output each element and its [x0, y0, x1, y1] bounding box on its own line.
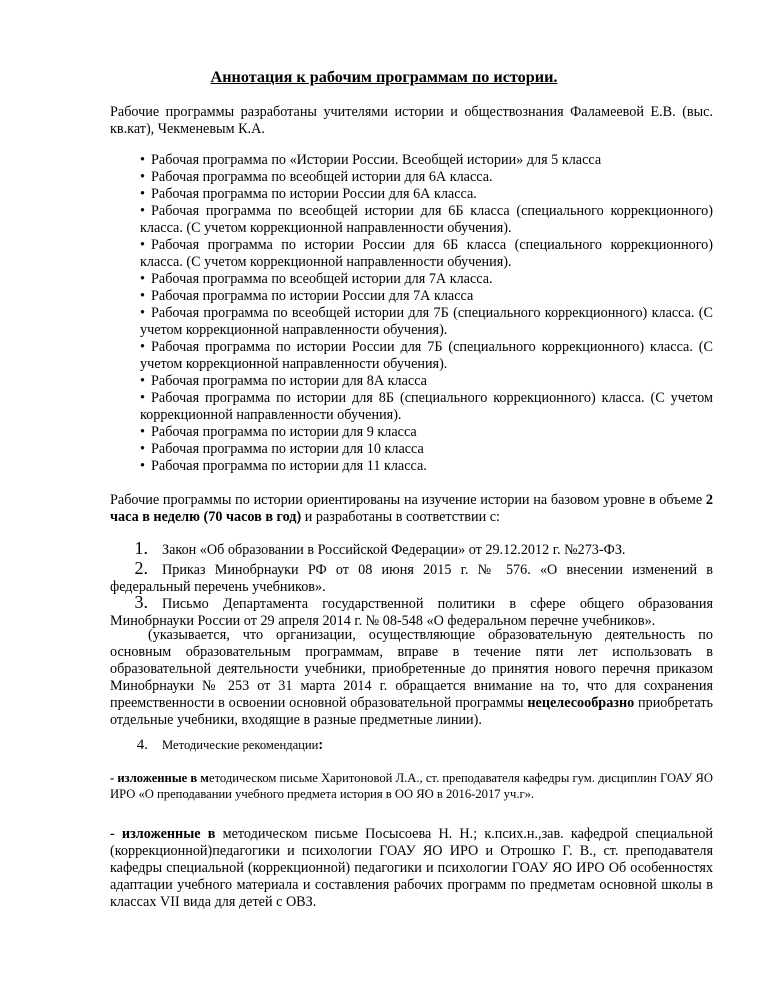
list-item: • Рабочая программа по истории России для 7Б (специального коррекционного) класса. (С учетом коррекционной направленности обучения).	[140, 339, 713, 372]
list-item: • Рабочая программа по истории для 11 класса.	[140, 458, 427, 474]
list-item: • Рабочая программа по истории России для 6Б класса (специального коррекционного) класса. (С учетом коррекционной направленности обучения).	[140, 237, 713, 270]
recommendation-2: - изложенные в методическом письме Посысоева Н. Н.; к.псих.н.,зав. кафедрой специальной (коррекционной)педагогики и психологии ГОАУ ЯО ИРО и Отрошко Г. В., ст. преподавателя кафедры специальной (коррекционной) педагогики и психологии ГОАУ ЯО ИРО Об особенностях адаптации учебного материала и составления рабочих программ по предметам основной школы в классах VII вида для детей с ОВЗ.	[110, 826, 713, 910]
list-item: • Рабочая программа по истории России для 7А класса	[140, 288, 474, 304]
bullet-icon: •	[140, 237, 145, 253]
list-item: • Рабочая программа по всеобщей истории для 6А класса.	[140, 169, 493, 185]
bullet-icon: •	[140, 339, 145, 355]
list-item: • Рабочая программа по истории России для 6А класса.	[140, 186, 477, 202]
numbered-item-3: 3. Письмо Департамента государственной политики в сфере общего образования Минобрнауки России от 29 апреля 2014 г. № 08-548 «О федеральном перечне учебников».	[110, 592, 713, 629]
list-item: • Рабочая программа по всеобщей истории для 7Б (специального коррекционного) класса. (С учетом коррекционной направленности обучения).	[140, 305, 713, 338]
recommendation-1: - изложенные в методическом письме Харитоновой Л.А., ст. преподавателя кафедры гум. дисциплин ГОАУ ЯО ИРО «О преподавании учебного предмета история в ОО ЯО в 2016-2017 уч.г».	[110, 771, 714, 801]
document-title: Аннотация к рабочим программам по истории.	[210, 68, 558, 86]
bullet-icon: •	[140, 424, 145, 440]
programs-list	[140, 152, 713, 475]
numbered-item-1: 1. Закон «Об образовании в Российской Федерации» от 29.12.2012 г. №273-ФЗ.	[134, 538, 626, 558]
list-item: • Рабочая программа по всеобщей истории для 6Б класса (специального коррекционного) класса. (С учетом коррекционной направленности обучения).	[140, 203, 713, 236]
list-item: • Рабочая программа по истории для 9 класса	[140, 424, 417, 440]
intro-paragraph: Рабочие программы разработаны учителями истории и обществознания Фаламеевой Е.В. (выс. кв.кат), Чекменевым К.А.	[110, 104, 713, 137]
list-item: • Рабочая программа по истории для 10 класса	[140, 441, 424, 457]
bullet-icon: •	[140, 390, 145, 406]
bullet-icon: •	[140, 271, 145, 287]
hours-bold: 2 часа в неделю (70 часов в год)	[110, 492, 713, 525]
basis-paragraph: Рабочие программы по истории ориентированы на изучение истории на базовом уровне в объеме 2 часа в неделю (70 часов в год) и разработаны в соответствии с:	[110, 492, 713, 525]
list-item: • Рабочая программа по всеобщей истории для 7А класса.	[140, 271, 493, 287]
bullet-icon: •	[140, 305, 145, 321]
list-item: • Рабочая программа по истории для 8А класса	[140, 373, 427, 389]
bullet-icon: •	[140, 152, 145, 168]
list-item: • Рабочая программа по истории для 8Б (специального коррекционного) класса. (С учетом коррекционной направленности обучения).	[140, 390, 713, 423]
bullet-icon: •	[140, 373, 145, 389]
bullet-icon: •	[140, 288, 145, 304]
bullet-icon: •	[140, 203, 145, 219]
list-item: • Рабочая программа по «Истории России. Всеобщей истории» для 5 класса	[140, 152, 602, 168]
bullet-icon: •	[140, 169, 145, 185]
bullet-icon: •	[140, 441, 145, 457]
bullet-icon: •	[140, 458, 145, 474]
bullet-icon: •	[140, 186, 145, 202]
numbered-item-2: 2. Приказ Минобрнауки РФ от 08 июня 2015 г. № 576. «О внесении изменений в федеральный перечень учебников».	[110, 558, 713, 595]
numbered-item-4: 4. Методические рекомендации:	[136, 737, 324, 753]
note-paragraph: (указывается, что организации, осуществляющие образовательную деятельность по основным образовательным программам, вправе в течение пяти лет использовать в образовательной деятельности учебники, приобретенные до принятия нового перечня приказом Минобрнауки № 253 от 31 марта 2014 г. обращается внимание на то, что для сохранения преемственности в освоении основной образовательной программы нецелесообразно приобретать отдельные учебники, входящие в разные предметные линии).	[110, 627, 713, 728]
note-bold: нецелесообразно	[527, 695, 635, 711]
